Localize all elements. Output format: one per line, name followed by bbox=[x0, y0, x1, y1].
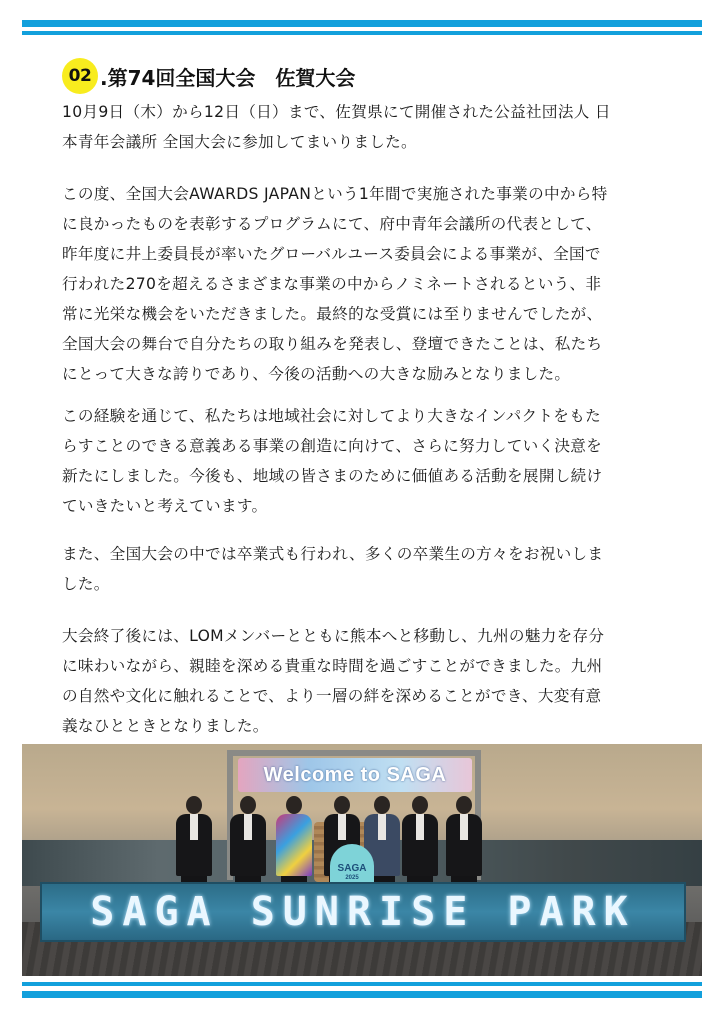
text-line: この度、全国大会AWARDS JAPANという1年間で実施された事業の中から特 bbox=[62, 185, 608, 203]
bottom-rule-thin bbox=[22, 982, 702, 986]
paragraph-awards bbox=[62, 179, 702, 389]
stage-truss-top bbox=[227, 750, 481, 756]
text-line: 昨年度に井上委員長が率いたグローバルユース委員会による事業が、全国で bbox=[62, 245, 601, 263]
text-line: 10月9日（木）から12日（日）まで、佐賀県にて開催された公益社団法人 日 bbox=[62, 103, 611, 121]
text-line: にとって大きな誇りであり、今後の活動への大きな励みとなりました。 bbox=[62, 365, 571, 383]
text-line: 新たにしました。今後も、地域の皆さまのために価値ある活動を展開し続け bbox=[62, 467, 603, 485]
paragraph-graduation bbox=[62, 539, 702, 599]
paragraph-intro bbox=[62, 97, 702, 157]
text-line: 行われた270を超えるさまざまな事業の中からノミネートされるという、非 bbox=[62, 275, 602, 293]
top-rule-thin bbox=[22, 31, 702, 35]
text-line: した。 bbox=[62, 575, 110, 593]
text-line: 大会終了後には、LOMメンバーとともに熊本へと移動し、九州の魅力を存分 bbox=[62, 627, 605, 645]
text-line: の自然や文化に触れることで、より一層の絆を深めることができ、大変有意 bbox=[62, 687, 602, 705]
text-line: に良かったものを表彰するプログラムにて、府中青年会議所の代表として、 bbox=[62, 215, 602, 233]
text-line: 義なひとときとなりました。 bbox=[62, 717, 269, 735]
text-line: 本青年会議所 全国大会に参加してまいりました。 bbox=[62, 133, 417, 151]
text-line: また、全国大会の中では卒業式も行われ、多くの卒業生の方々をお祝いしま bbox=[62, 545, 604, 563]
text-line: らすことのできる意義ある事業の創造に向けて、さらに努力していく決意を bbox=[62, 437, 603, 455]
park-sign: SAGA SUNRISE PARK bbox=[40, 882, 686, 942]
bottom-rule-thick bbox=[22, 991, 702, 998]
text-line: に味わいながら、親睦を深める貴重な時間を過ごすことができました。九州 bbox=[62, 657, 603, 675]
paragraph-kumamoto bbox=[62, 621, 702, 741]
text-line: この経験を通じて、私たちは地域社会に対してより大きなインパクトをもた bbox=[62, 407, 601, 425]
section-number-badge: 02 bbox=[62, 58, 98, 94]
section-heading bbox=[62, 58, 355, 94]
paragraph-experience bbox=[62, 401, 702, 521]
mascot-year: 2025 bbox=[345, 874, 359, 881]
text-line: 常に光栄な機会をいただきました。最終的な受賞には至りませんでしたが、 bbox=[62, 305, 603, 323]
section-title: .第74回全国大会 佐賀大会 bbox=[100, 65, 356, 90]
top-rule-thick bbox=[22, 20, 702, 27]
text-line: 全国大会の舞台で自分たちの取り組みを発表し、登壇できたことは、私たち bbox=[62, 335, 603, 353]
text-line: ていきたいと考えています。 bbox=[62, 497, 268, 515]
mascot-label: SAGA bbox=[337, 862, 367, 874]
welcome-banner: Welcome to SAGA bbox=[238, 758, 472, 792]
event-photo bbox=[22, 744, 702, 976]
